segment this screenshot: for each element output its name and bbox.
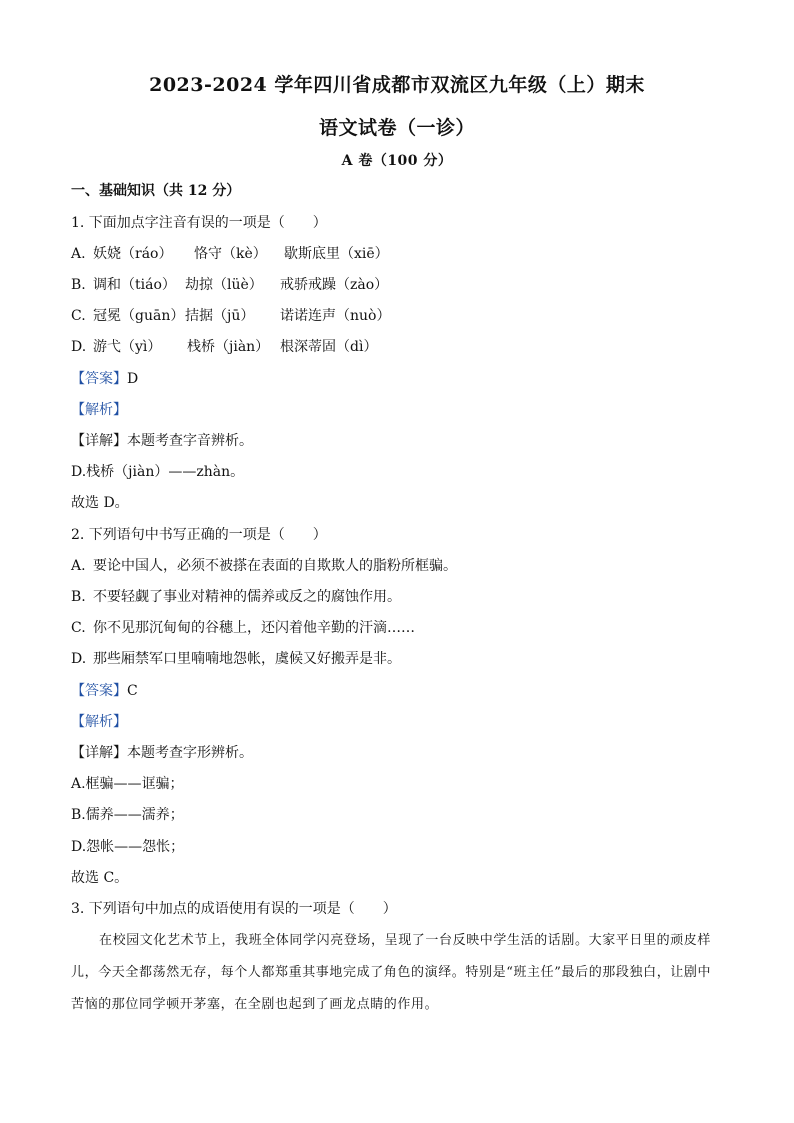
option-item: 妖娆（ráo） <box>93 246 173 262</box>
answer-tag: 【答案】 <box>71 371 127 387</box>
q1-option-b <box>71 276 389 294</box>
option-text: 你不见那沉甸甸的谷穗上，还闪着他辛勤的汗滴…… <box>93 620 415 636</box>
option-label: B. <box>71 589 86 605</box>
option-label: D. <box>71 651 87 667</box>
exam-title: 2023-2024 学年四川省成都市双流区九年级（上）期末 <box>149 74 645 96</box>
q1-option-a <box>71 245 389 263</box>
exam-subtitle: 语文试卷（一诊） <box>318 117 475 139</box>
option-label: A. <box>71 558 86 574</box>
option-item: 诺诺连声（nuò） <box>280 308 391 324</box>
option-item: 冠冕（guān） <box>93 308 185 324</box>
option-item: 劫掠（lüè） <box>185 277 263 293</box>
q1-analysis-tag: 【解析】 <box>71 402 127 418</box>
option-item: 根深蒂固（dì） <box>280 339 378 355</box>
option-item: 栈桥（jiàn） <box>187 339 270 355</box>
q1-detail <box>71 432 253 450</box>
volume-label: A 卷（100 分） <box>341 153 453 169</box>
q1-option-c <box>71 307 391 325</box>
option-label: D. <box>71 339 87 355</box>
detail-text: 本题考查字音辨析。 <box>127 433 253 449</box>
option-item: 恪守（kè） <box>194 246 267 262</box>
q1-answer <box>71 370 138 388</box>
q2-explain-line: A.框骗——诓骗； <box>71 776 184 792</box>
q2-conclusion: 故选 C。 <box>71 870 129 886</box>
q3-passage: 在校园文化艺术节上，我班全体同学闪亮登场，呈现了一台反映中学生活的话剧。大家平日里的顽皮样儿，今天全都荡然无存，每个人都郑重其事地完成了角色的演绎。特别是“班主任”最后的那段独白，让剧中苦恼的那位同学顿开茅塞，在全剧也起到了画龙点睛的作用。 <box>71 933 712 1012</box>
option-item: 戒骄戒躁（zào） <box>280 277 389 293</box>
option-text: 不要轻觑了事业对精神的儒养或反之的腐蚀作用。 <box>93 589 401 605</box>
answer-value: D <box>127 371 139 387</box>
q1-stem: 1. 下面加点字注音有误的一项是（ ） <box>71 215 327 231</box>
option-item: 歇斯底里（xiē） <box>284 246 389 262</box>
option-label: C. <box>71 308 86 324</box>
option-item: 游弋（yì） <box>93 339 162 355</box>
option-label: A. <box>71 246 86 262</box>
q2-explain-line: D.怨帐——怨怅； <box>71 839 185 855</box>
option-item: 调和（tiáo） <box>93 277 176 293</box>
option-item: 拮据（jū） <box>185 308 255 324</box>
option-label: B. <box>71 277 86 293</box>
option-text: 那些厢禁军口里喃喃地怨帐，虞候又好搬弄是非。 <box>93 651 401 667</box>
answer-value: C <box>127 683 138 699</box>
q2-detail <box>71 744 253 762</box>
detail-text: 本题考查字形辨析。 <box>127 745 253 761</box>
q1-conclusion: 故选 D。 <box>71 495 129 511</box>
q2-analysis-tag: 【解析】 <box>71 714 127 730</box>
q3-stem: 3. 下列语句中加点的成语使用有误的一项是（ ） <box>71 901 397 917</box>
detail-tag: 【详解】 <box>71 433 127 449</box>
answer-tag: 【答案】 <box>71 683 127 699</box>
q1-explain-line: D.栈桥（jiàn）——zhàn。 <box>71 464 245 480</box>
q2-stem: 2. 下列语句中书写正确的一项是（ ） <box>71 527 327 543</box>
section-heading: 一、基础知识（共 12 分） <box>71 183 241 199</box>
option-text: 要论中国人，必须不被搽在表面的自欺欺人的脂粉所框骗。 <box>93 558 457 574</box>
q2-answer <box>71 682 138 700</box>
option-label: C. <box>71 620 86 636</box>
detail-tag: 【详解】 <box>71 745 127 761</box>
q2-option-d <box>71 650 401 668</box>
q2-option-a <box>71 557 457 575</box>
q2-option-b <box>71 588 401 606</box>
q2-explain-line: B.儒养——濡养； <box>71 807 184 823</box>
q2-option-c <box>71 619 415 637</box>
q1-option-d <box>71 338 378 356</box>
